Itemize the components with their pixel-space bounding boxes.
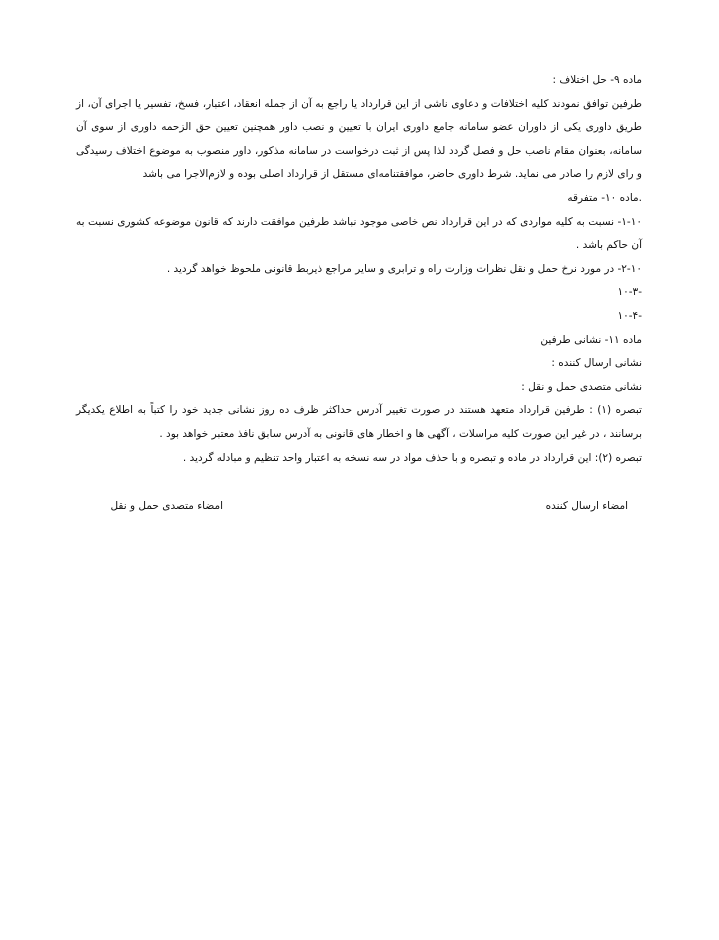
note-1: تبصره (۱) : طرفین قرارداد متعهد هستند در صورت تغییر آدرس حداکثر ظرف ده روز نشانی جدید خود را کتباً به اطلاع یکدیگر برسانند ، در غیر این صورت کلیه مراسلات ، آگهی ها و اخطار های قانونی به آدرس سابق نافذ معتبر خواهد بود . — [76, 404, 642, 440]
article-10-title: .ماده ۱۰- متفرقه — [567, 191, 642, 204]
clause-10-1: ۱-۱۰- نسبت به کلیه مواردی که در این قرارداد نص خاصی موجود نباشد طرفین موافقت دارند که قانون موضوعه کشوری نسبت به آن حاکم باشد . — [76, 215, 642, 252]
carrier-address-label: نشانی متصدی حمل و نقل : — [521, 380, 642, 393]
document-body — [76, 69, 642, 470]
clause-10-3: -۱۰-۳ — [617, 286, 642, 299]
article-9-title: ماده ۹- حل اختلاف : — [552, 74, 642, 86]
clause-10-2: ۲-۱۰- در مورد نرخ حمل و نقل نظرات وزارت راه و ترابری و سایر مراجع ذیربط قانونی ملحوظ خواهد گردید . — [166, 262, 642, 275]
note-2: تبصره (۲): این قرارداد در ماده و تبصره و با حذف مواد در سه نسخه به اعتبار واحد تنظیم و مبادله گردید . — [182, 451, 642, 464]
sender-signature-label: امضاء ارسال کننده — [545, 500, 628, 512]
article-11-title: ماده ۱۱- نشانی طرفین — [540, 333, 642, 346]
carrier-signature-label: امضاء متصدی حمل و نقل — [110, 500, 223, 512]
article-9-body: طرفین توافق نمودند کلیه اختلافات و دعاوی ناشی از این قرارداد یا راجع به آن از جمله انعقاد، اعتبار، فسخ، تفسیر یا اجرای آن، از طریق داوری یکی از داوران عضو سامانه جامع داوری ایران با تعیین و نصب داور همچنین تعیین حق الزحمه داوری از سوی آن سامانه، بعنوان مقام ناصب حل و فصل گردد لذا پس از ثبت درخواست در سامانه مذکور، داور منصوب به موضوع اختلاف رسیدگی و رای لازم را صادر می نماید. شرط داوری حاضر، موافقتنامه‌ای مستقل از قرارداد اصلی بوده و لازم‌الاجرا می باشد — [76, 97, 642, 181]
signature-row — [93, 494, 628, 518]
clause-10-4: -۱۰-۴ — [617, 309, 642, 322]
sender-address-label: نشانی ارسال کننده : — [551, 357, 642, 370]
